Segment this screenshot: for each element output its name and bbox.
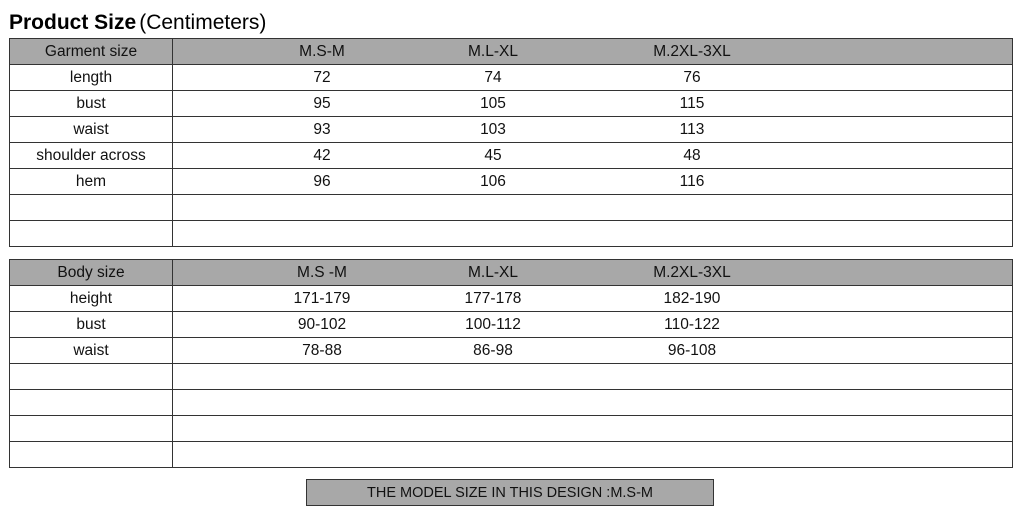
value-cell: [252, 221, 392, 246]
model-size-note: THE MODEL SIZE IN THIS DESIGN :M.S-M: [306, 479, 714, 506]
value-cell: 96: [313, 172, 331, 190]
size-header-cell: M.2XL-3XL: [653, 42, 731, 60]
table-row: [10, 117, 1012, 143]
value-cell: [252, 416, 392, 441]
value-cell: 110-122: [664, 315, 720, 333]
value-cell: 95: [313, 94, 331, 112]
value-cell: [252, 195, 392, 220]
value-cells: [173, 169, 1012, 194]
value-cells: [173, 338, 1012, 363]
measure-label-cell: length: [10, 65, 173, 90]
value-cell: [423, 390, 563, 415]
value-cells: [173, 416, 1012, 441]
table-row: [10, 286, 1012, 312]
value-cell: 74: [484, 68, 502, 86]
value-cells: [173, 195, 1012, 220]
header-label-cell: Garment size: [10, 39, 173, 64]
value-cell: [423, 221, 563, 246]
table-row: [10, 91, 1012, 117]
value-cell: [622, 221, 762, 246]
value-cell: 90-102: [297, 315, 347, 333]
size-header-cell: M.L-XL: [468, 42, 518, 60]
value-cell: 113: [679, 120, 705, 138]
value-cell: [622, 442, 762, 467]
size-header-cell: M.S-M: [299, 42, 345, 60]
value-cell: 78-88: [302, 341, 342, 359]
table-header-row: [10, 260, 1012, 286]
size-header-cell: M.S -M: [297, 263, 347, 281]
measure-label-cell: height: [10, 286, 173, 311]
garment-size-table: [9, 38, 1013, 247]
value-cell: [423, 416, 563, 441]
table-row: [10, 65, 1012, 91]
value-cells: [173, 312, 1012, 337]
table-row: [10, 442, 1012, 468]
value-cell: 116: [679, 172, 705, 190]
value-cell: [252, 442, 392, 467]
value-cells: [173, 65, 1012, 90]
value-cells: [173, 91, 1012, 116]
value-cell: [622, 390, 762, 415]
value-cell: [252, 364, 392, 389]
header-label-cell: Body size: [10, 260, 173, 285]
value-cell: 72: [313, 68, 331, 86]
value-cells: [173, 390, 1012, 415]
value-cell: 93: [313, 120, 331, 138]
table-row: [10, 390, 1012, 416]
title-main: Product Size: [9, 11, 137, 34]
value-cells: [173, 364, 1012, 389]
value-cells: [173, 286, 1012, 311]
value-cell: 100-112: [465, 315, 521, 333]
measure-label-cell: [10, 195, 173, 220]
measure-label-cell: bust: [10, 312, 173, 337]
size-header-cell: M.2XL-3XL: [653, 263, 731, 281]
value-cell: 45: [484, 146, 502, 164]
table-row: [10, 195, 1012, 221]
measure-label-cell: waist: [10, 117, 173, 142]
measure-label-cell: [10, 416, 173, 441]
value-cell: 105: [480, 94, 506, 112]
value-cell: 42: [313, 146, 331, 164]
value-cell: 48: [683, 146, 701, 164]
table-row: [10, 312, 1012, 338]
value-cell: 96-108: [667, 341, 717, 359]
table-row: [10, 169, 1012, 195]
value-cell: 115: [679, 94, 705, 112]
value-cell: 103: [480, 120, 506, 138]
value-cell: [423, 442, 563, 467]
value-cell: [622, 364, 762, 389]
value-cell: [423, 195, 563, 220]
table-row: [10, 364, 1012, 390]
value-cell: [622, 195, 762, 220]
measure-label-cell: [10, 364, 173, 389]
value-cell: 177-178: [464, 289, 522, 307]
value-cell: 106: [480, 172, 506, 190]
table-row: [10, 143, 1012, 169]
value-cells: [173, 117, 1012, 142]
table-header-row: [10, 39, 1012, 65]
value-cells: [173, 39, 1012, 64]
value-cells: [173, 143, 1012, 168]
value-cells: [173, 260, 1012, 285]
value-cell: 86-98: [473, 341, 513, 359]
measure-label-cell: hem: [10, 169, 173, 194]
value-cell: [252, 390, 392, 415]
value-cell: 182-190: [663, 289, 721, 307]
value-cell: 76: [683, 68, 701, 86]
table-row: [10, 416, 1012, 442]
value-cells: [173, 221, 1012, 246]
body-size-table: [9, 259, 1013, 468]
table-row: [10, 221, 1012, 247]
measure-label-cell: [10, 442, 173, 467]
value-cells: [173, 442, 1012, 467]
value-cell: 171-179: [293, 289, 351, 307]
measure-label-cell: [10, 390, 173, 415]
measure-label-cell: waist: [10, 338, 173, 363]
value-cell: [622, 416, 762, 441]
value-cell: [423, 364, 563, 389]
measure-label-cell: [10, 221, 173, 246]
title-unit: (Centimeters): [139, 11, 267, 34]
measure-label-cell: shoulder across: [10, 143, 173, 168]
measure-label-cell: bust: [10, 91, 173, 116]
page-title: [9, 9, 266, 37]
table-row: [10, 338, 1012, 364]
size-header-cell: M.L-XL: [468, 263, 518, 281]
